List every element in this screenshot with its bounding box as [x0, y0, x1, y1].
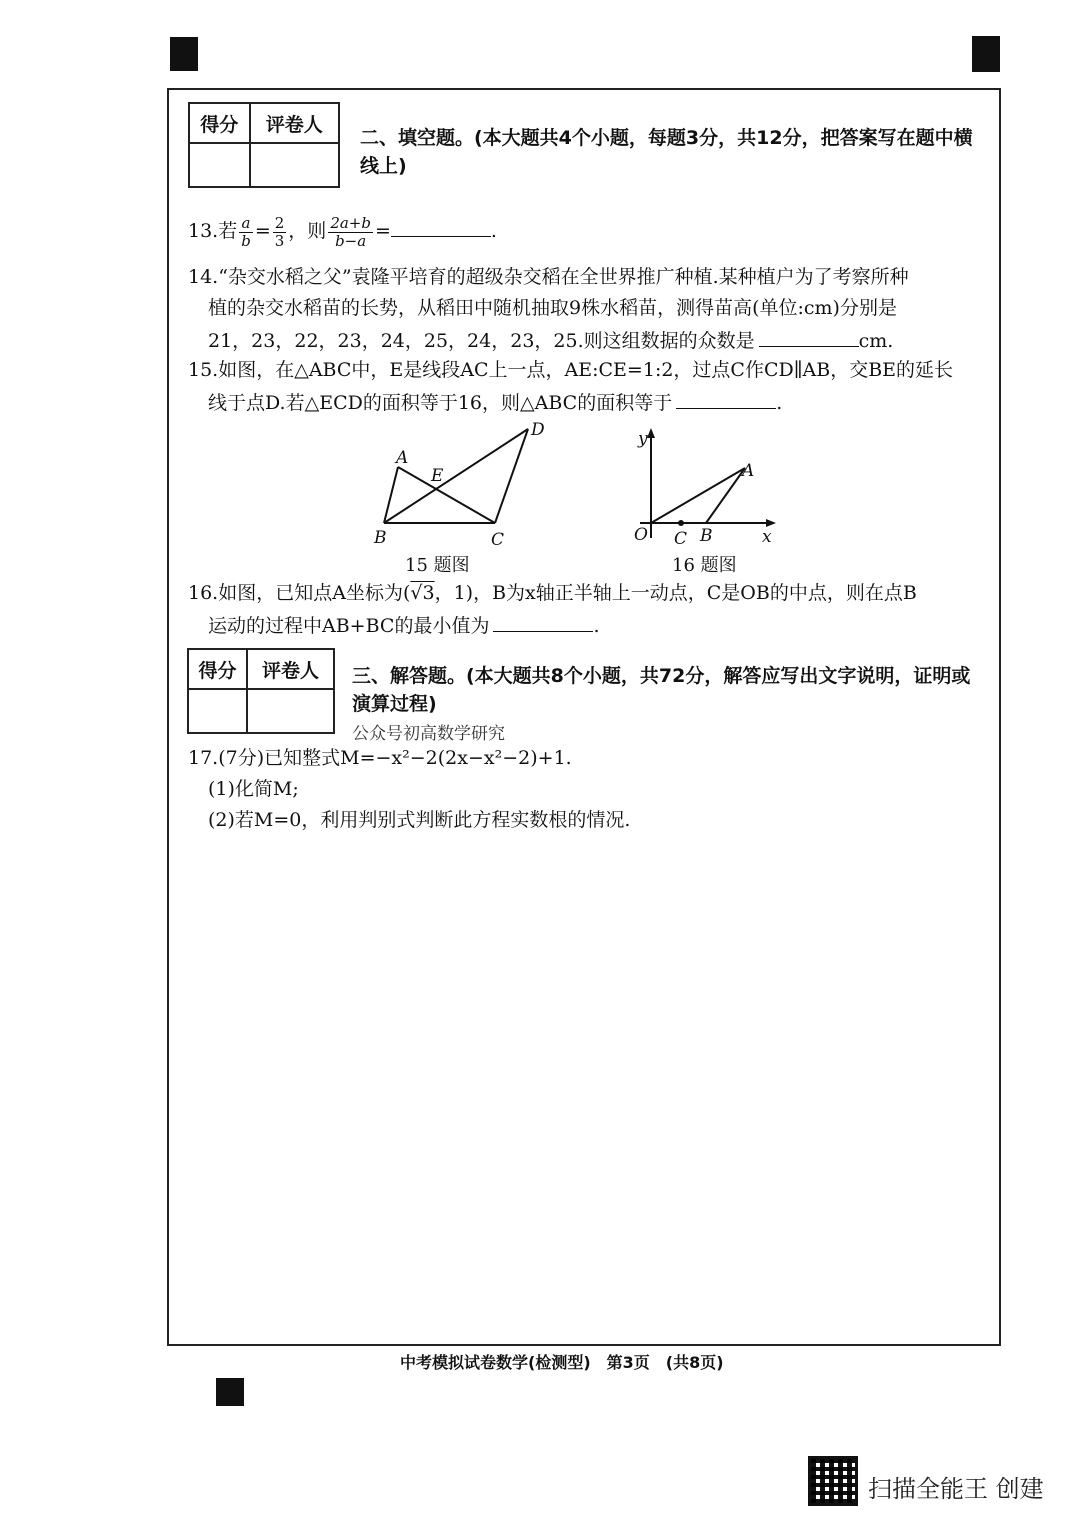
answer-blank-13[interactable]	[391, 214, 491, 237]
segment-bd	[384, 429, 528, 523]
figure-15-caption: 15 题图	[405, 555, 470, 576]
figure-16-caption: 16 题图	[672, 555, 737, 576]
grader-label: 评卷人	[247, 649, 334, 689]
grader-label: 评卷人	[250, 103, 339, 143]
segment-cd	[495, 429, 528, 523]
label-b: B	[700, 526, 713, 546]
segment-ac	[398, 467, 495, 523]
scanner-label: 扫描全能王 创建	[868, 1475, 1044, 1503]
answer-blank-15[interactable]	[676, 386, 776, 409]
corner-mark-bottom-left	[216, 1378, 244, 1406]
label-c: C	[491, 530, 505, 550]
answer-blank-14[interactable]	[759, 324, 859, 347]
score-label: 得分	[189, 103, 250, 143]
x-axis-arrow	[766, 519, 776, 527]
score-table-section2	[188, 102, 340, 188]
score-cell[interactable]	[188, 689, 247, 733]
fraction-2-over-3: $\frac{2}{3}$	[274, 213, 285, 250]
corner-mark-top-left	[170, 37, 198, 71]
question-13: 13.若 $\frac{a}{b}$ = $\frac{2}{3}$ ，则 $\frac{2a+b}{b-a}$ = .	[188, 213, 497, 250]
grader-cell[interactable]	[247, 689, 334, 733]
question-16: 16.如图，已知点A坐标为(√3，1)，B为x轴正半轴上一动点，C是OB的中点，则在点B 运动的过程中AB+BC的最小值为 .	[188, 582, 917, 637]
question-14: 14.“杂交水稻之父”袁隆平培育的超级杂交稻在全世界推广种植.某种植户为了考察所种 植的杂交水稻苗的长势，从稻田中随机抽取9株水稻苗，测得苗高(单位:cm)分别是 21，23，22，23，24，25，24，23，25.则这组数据的众数是 cm.	[188, 266, 909, 352]
label-x: x	[762, 527, 772, 547]
segment-oa	[651, 468, 745, 523]
label-a: A	[742, 461, 755, 481]
label-b: B	[374, 528, 387, 548]
sqrt-3: √3	[410, 582, 435, 604]
label-c: C	[674, 529, 688, 549]
y-axis-arrow	[647, 428, 655, 438]
fraction-a-over-b: $\frac{a}{b}$	[241, 213, 251, 250]
question-15: 15.如图，在△ABC中，E是线段AC上一点，AE:CE=1:2，过点C作CD∥AB，交BE的延长 线于点D.若△ECD的面积等于16，则△ABC的面积等于 .	[188, 359, 954, 414]
question-17: 17.(7分)已知整式M=−x²−2(2x−x²−2)+1. (1)化简M; (2)若M=0，利用判别式判断此方程实数根的情况.	[188, 747, 631, 831]
score-table-section3	[187, 648, 335, 734]
page-footer: 中考模拟试卷数学(检测型) 第3页 (共8页)	[400, 1353, 724, 1372]
label-y: y	[638, 429, 648, 449]
watermark-text: 公众号初高数学研究	[352, 724, 505, 744]
point-c	[678, 520, 684, 526]
label-e: E	[431, 466, 444, 486]
section2-title: 二、填空题。(本大题共4个小题，每题3分，共12分，把答案写在题中横 线上)	[360, 127, 973, 177]
corner-mark-top-right	[972, 36, 1000, 72]
fraction-expression: $\frac{2a+b}{b-a}$	[330, 213, 371, 250]
segment-ab	[706, 468, 745, 523]
section3-title: 三、解答题。(本大题共8个小题，共72分，解答应写出文字说明，证明或 演算过程)	[352, 665, 971, 715]
label-d: D	[531, 420, 545, 440]
qr-code-icon	[808, 1456, 858, 1506]
label-a: A	[396, 448, 409, 468]
score-cell[interactable]	[189, 143, 250, 187]
score-label: 得分	[188, 649, 247, 689]
grader-cell[interactable]	[250, 143, 339, 187]
figure-16	[620, 420, 790, 555]
answer-blank-16[interactable]	[493, 609, 593, 632]
label-o: O	[634, 525, 648, 545]
